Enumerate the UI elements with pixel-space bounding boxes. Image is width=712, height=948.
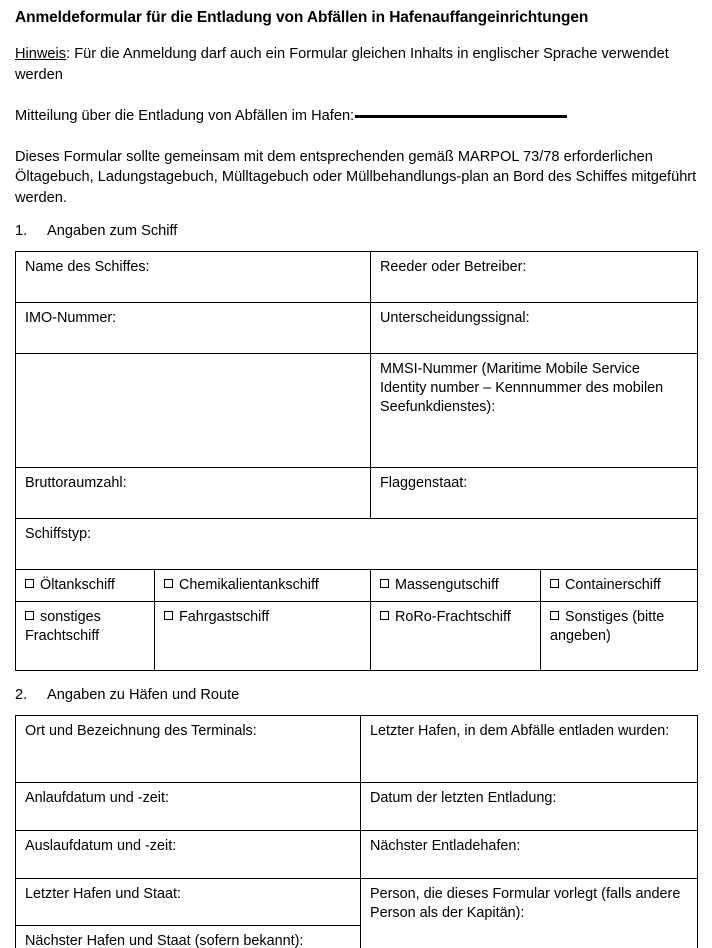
checkbox-roro-cargo-ship[interactable] [371,602,541,671]
checkbox-container-ship[interactable] [541,570,698,602]
cell-submitting-person[interactable]: Person, die dieses Formular vorlegt (falls andere Person als der Kapitän): [361,878,698,948]
cell-mmsi-number[interactable]: MMSI-Nummer (Maritime Mobile Service Identity number – Kennnummer des mobilen Seefunkdienstes): [371,354,698,468]
cell-next-port-and-state[interactable]: Nächster Hafen und Staat (sofern bekannt): [16,925,361,948]
notification-fill-in-rule[interactable] [355,115,567,118]
table-row [16,303,698,354]
section-2-title: Angaben zu Häfen und Route [47,687,240,704]
table-row [16,782,698,830]
checkbox-other[interactable] [541,602,698,671]
section-2-number: 2. [15,687,28,704]
note-text: : Für die Anmeldung darf auch ein Formular gleichen Inhalts in englischer Sprache verwendet werden [15,46,669,84]
ship-details-table [15,251,698,671]
cell-call-sign[interactable]: Unterscheidungssignal: [371,303,698,354]
checkbox-other-cargo-ship[interactable] [16,602,155,671]
checkbox-label: Öltankschiff [40,577,115,594]
cell-flag-state[interactable]: Flaggenstaat: [371,468,698,519]
cell-next-port-of-discharge[interactable]: Nächster Entladehafen: [361,830,698,878]
cell-ship-type-label[interactable]: Schiffstyp: [16,519,698,570]
checkbox-icon[interactable] [164,611,173,620]
checkbox-oil-tanker[interactable] [16,570,155,602]
checkbox-icon[interactable] [25,611,34,620]
cell-last-port-and-state[interactable]: Letzter Hafen und Staat: [16,878,361,925]
checkbox-label: sonstiges Frachtschiff [25,609,101,645]
table-row [16,354,698,468]
checkbox-icon[interactable] [164,579,173,588]
section-1-number: 1. [15,222,28,239]
cell-terminal[interactable]: Ort und Bezeichnung des Terminals: [16,715,361,782]
checkbox-label: RoRo-Frachtschiff [395,609,511,626]
table-row [16,715,698,782]
table-row [16,252,698,303]
checkbox-label: Chemikalientankschiff [179,577,319,594]
notification-label: Mitteilung über die Entladung von Abfällen im Hafen: [15,107,355,124]
checkbox-chemical-tanker[interactable] [155,570,371,602]
checkbox-icon[interactable] [550,611,559,620]
section-2-heading [0,685,712,705]
note-label: Hinweis [15,46,67,63]
ports-and-route-table [15,715,698,948]
cell-departure-datetime[interactable]: Auslaufdatum und -zeit: [16,830,361,878]
section-1-heading [0,221,712,241]
cell-last-discharge-date[interactable]: Datum der letzten Entladung: [361,782,698,830]
table-row [16,468,698,519]
checkbox-icon[interactable] [25,579,34,588]
checkbox-label: Containerschiff [565,577,661,594]
cell-last-port-of-discharge[interactable]: Letzter Hafen, in dem Abfälle entladen wurden: [361,715,698,782]
table-row [16,519,698,570]
note-paragraph [0,44,712,85]
checkbox-label: Massengutschiff [395,577,499,594]
section-1-title: Angaben zum Schiff [47,222,178,239]
cell-arrival-datetime[interactable]: Anlaufdatum und -zeit: [16,782,361,830]
checkbox-icon[interactable] [550,579,559,588]
table-row [16,830,698,878]
marpol-paragraph: Dieses Formular sollte gemeinsam mit dem entsprechenden gemäß MARPOL 73/78 erforderlichen Öltagebuch, Ladungstagebuch, Mülltagebuch oder Müllbehandlungs-plan an Bord des Schiffes mitgeführt werden. [15,148,697,206]
table-row-ship-types-1 [16,570,698,602]
checkbox-icon[interactable] [380,579,389,588]
cell-blank[interactable] [16,354,371,468]
checkbox-bulk-carrier[interactable] [371,570,541,602]
page-title: Anmeldeformular für die Entladung von Abfällen in Hafenauffangeinrichtungen [15,9,589,26]
cell-owner[interactable]: Reeder oder Betreiber: [371,252,698,303]
checkbox-passenger-ship[interactable] [155,602,371,671]
cell-ship-name[interactable]: Name des Schiffes: [16,252,371,303]
cell-gross-tonnage[interactable]: Bruttoraumzahl: [16,468,371,519]
notification-line [0,106,712,127]
table-row [16,878,698,925]
cell-imo-number[interactable]: IMO-Nummer: [16,303,371,354]
checkbox-label: Fahrgastschiff [179,609,270,626]
table-row-ship-types-2 [16,602,698,671]
checkbox-icon[interactable] [380,611,389,620]
checkbox-label: Sonstiges (bitte angeben) [550,609,665,645]
